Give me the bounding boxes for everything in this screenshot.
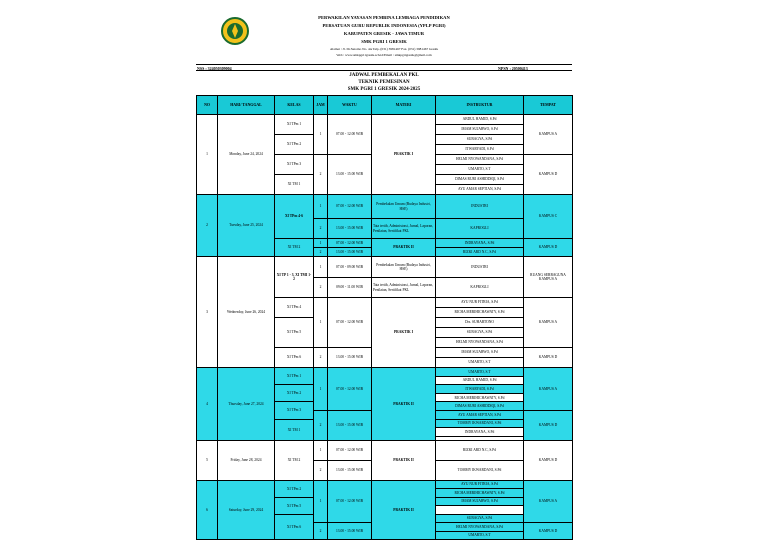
waktu-cell: 13.00 - 15.00 WIB [328,523,372,540]
kelas-cell: XI TM 2 [275,239,314,257]
instruktur-cell: ABDUL HAMID, S.Pd [436,376,524,385]
instruktur-cell: AYU NUR FITRIA, S.Pd [436,480,524,489]
jam-cell: 2 [314,348,328,368]
table-row [197,440,573,460]
instruktur-cell [436,506,524,515]
school-address: Alamat : Jl. Dr.Sutomo No. 4A Telp. (031) 3981467 Fax. (031) 3981467 Gresik [329,47,439,51]
day-no: 2 [197,195,218,257]
kelas-cell: XI TM 1 [275,175,314,195]
materi-cell: PRAKTIK I [372,115,436,195]
table-row [197,115,573,125]
jam-cell: 2 [314,523,328,540]
day-no: 6 [197,480,218,540]
tempat-cell: KAMPUS C [524,195,573,239]
instruktur-cell: TOMMY IKWARDANI, S.Pd [436,460,524,480]
kelas-cell: XI TPm 4-6 [275,195,314,239]
table-row [197,480,573,489]
kelas-cell: XI TM 1 [275,419,314,440]
instruktur-cell: SUBAGYA, S.Pd [436,514,524,523]
instruktur-cell: IMAM SUJARWO, S.Pd [436,125,524,135]
schedule-table [196,95,573,540]
instruktur-cell: INDUSTRI [436,257,524,278]
instruktur-cell: RICHA MERIHICHAWATY, S.Pd [436,393,524,402]
col-date: HARI/ TANGGAL [218,96,275,115]
kelas-cell: XI TPm 3 [275,155,314,175]
table-row [197,195,573,219]
instruktur-cell: KAPROGLI [436,219,524,239]
waktu-cell: 07.00 - 09.00 WIB [328,257,372,278]
day-date: Tuesday, June 25, 2024 [218,195,275,257]
table-row [197,257,573,278]
letterhead [196,14,572,58]
waktu-cell: 07.00 - 12.00 WIB [328,298,372,348]
waktu-cell: 07.00 - 12.00 WIB [328,115,372,155]
tempat-cell: KAMPUS A [524,298,573,348]
day-no: 3 [197,257,218,368]
jam-cell: 1 [314,480,328,523]
day-date: Friday, June 28, 2024 [218,440,275,480]
instruktur-cell: AYU AMAR SEPTIAN, S.Pd [436,185,524,195]
tempat-cell: KAMPUS A [524,480,573,523]
instruktur-cell: UMARTO, S.T [436,531,524,540]
instruktur-cell: INDRAYANA, S.Pd [436,428,524,437]
kelas-cell: XI TM 2 [275,440,314,480]
jam-cell: 2 [314,460,328,480]
waktu-cell: 09.00 - 11.00 WIB [328,278,372,298]
kelas-cell: XI TPm 3 [275,402,314,419]
kelas-cell: XI TPm 5 [275,318,314,348]
instruktur-cell: UMARTO, S.T [436,165,524,175]
waktu-cell: 13.00 - 15.00 WIB [328,460,372,480]
col-tempat: TEMPAT [524,96,573,115]
instruktur-cell: HELMI NYOWANDANA, S.Pd [436,338,524,348]
jam-cell: 2 [314,410,328,440]
jam-cell: 1 [314,239,328,248]
instruktur-cell: ITWARYADI, S.Pd [436,145,524,155]
col-instruktur: INSTRUKTUR [436,96,524,115]
materi-cell: Pembekalan Umum (Budaya Industri, HSE) [372,195,436,219]
instruktur-cell: SUBAGYA, S.Pd [436,135,524,145]
instruktur-cell: ITWARYADI, S.Pd [436,385,524,394]
waktu-cell: 13.00 - 15.00 WIB [328,410,372,440]
waktu-cell: 13.00 - 15.00 WIB [328,219,372,239]
waktu-cell: 07.00 - 12.00 WIB [328,195,372,219]
instruktur-cell: RICHA MERIHICHAWATY, S.Pd [436,308,524,318]
kelas-cell: XI TPm 1 [275,368,314,385]
org-line-2: PERSATUAN GURU REPUBLIK INDONESIA (YPLP PGRI) [322,23,446,28]
day-date: Monday, June 24, 2024 [218,115,275,195]
col-kelas: KELAS [275,96,314,115]
instruktur-cell: UMARTO, S.T [436,358,524,368]
kelas-cell: XI TP 1 - 3, XI TMI 1-2 [275,257,314,298]
school-web: Web : www.smkpgri1gresik.sch.id/Email : smkpgrigresik@gmail.com [336,53,432,57]
materi-cell: Pembekalan Umum (Budaya Industri, HSE) [372,257,436,278]
materi-cell: PRAKTIK I [372,298,436,368]
kelas-cell: XI TPm 5 [275,497,314,514]
jam-cell: 1 [314,298,328,348]
jam-cell: 2 [314,155,328,195]
instruktur-cell: DIMAS RURI ASHIDDIQI, S.Pd [436,175,524,185]
materi-cell: Tata tertib, Administrasi, Jurnal, Laporan, Penilaian, Sertifikat PKL [372,219,436,239]
jam-cell: 1 [314,195,328,219]
waktu-cell: 13.00 - 15.00 WIB [328,348,372,368]
kelas-cell: XI TPm 4 [275,298,314,318]
kelas-cell: XI TPm 2 [275,385,314,402]
tempat-cell: KAMPUS D [524,239,573,257]
instruktur-cell: Drs. SUHARTONO [436,318,524,328]
tempat-cell: KAMPUS A [524,368,573,411]
tempat-cell: KAMPUS D [524,440,573,480]
waktu-cell: 13.00 - 15.00 WIB [328,155,372,195]
tempat-cell: KAMPUS A [524,115,573,155]
waktu-cell: 07.00 - 12.00 WIB [328,239,372,248]
col-waktu: WAKTU [328,96,372,115]
day-date: Wednesday, June 26, 2024 [218,257,275,368]
instruktur-cell: RIZKI ARD N.C, S.Pd [436,248,524,257]
instruktur-cell: HELMI NYOWANDANA, S.Pd [436,155,524,165]
waktu-cell: 07.00 - 12.00 WIB [328,480,372,523]
waktu-cell: 07.00 - 12.00 WIB [328,440,372,460]
col-materi: MATERI [372,96,436,115]
title-line-1: JADWAL PEMBEKALAN PKL [349,73,419,78]
kelas-cell: XI TPm 6 [275,348,314,368]
day-no: 4 [197,368,218,441]
instruktur-cell: TOMMY IKWARDANI, S.Pd [436,419,524,428]
jam-cell: 2 [314,278,328,298]
materi-cell: PRAKTIK II [372,239,436,257]
waktu-cell: 13.00 - 15.00 WIB [328,248,372,257]
waktu-cell: 07.00 - 12.00 WIB [328,368,372,411]
instruktur-cell: INDUSTRI [436,195,524,219]
materi-cell: PRAKTIK II [372,440,436,480]
school-name: SMK PGRI 1 GRESIK [361,39,407,44]
instruktur-cell: INDRAYANA, S.Pd [436,239,524,248]
header-row [197,96,573,115]
tempat-cell: KAMPUS D [524,410,573,440]
col-jam: JAM [314,96,328,115]
kelas-cell: XI TPm 6 [275,514,314,540]
instruktur-cell: HELMI NYOWANDANA, S.Pd [436,523,524,532]
materi-cell: PRAKTIK II [372,480,436,540]
instruktur-cell: RICHA MERIHICHAWATY, S.Pd [436,489,524,498]
materi-cell: PRAKTIK II [372,368,436,441]
instruktur-cell: IMAM SUJARWO, S.Pd [436,348,524,358]
kelas-cell: XI TPm 2 [275,135,314,155]
instruktur-cell: UMARTO, S.T [436,368,524,377]
instruktur-cell: RIZKI ARD N.C, S.Pd [436,440,524,460]
instruktur-cell: KAPROGLI [436,278,524,298]
day-date: Saturday, June 29, 2024 [218,480,275,540]
jam-cell: 2 [314,248,328,257]
tempat-cell: KAMPUS D [524,348,573,368]
header-rule-top [196,64,572,65]
title-line-2: TEKNIK PEMESINAN [358,80,410,85]
document-title [196,72,572,93]
instruktur-cell: IMAM SUJARWO, S.Pd [436,497,524,506]
jam-cell: 1 [314,368,328,411]
jam-cell: 1 [314,440,328,460]
day-date: Thursday, June 27, 2024 [218,368,275,441]
instruktur-cell: ABDUL HAMID, S.Pd [436,115,524,125]
day-no: 1 [197,115,218,195]
instruktur-cell: AYU NUR FITRIA, S.Pd [436,298,524,308]
instruktur-cell: DIMAS RURI ASHIDDIQI, S.Pd [436,402,524,411]
instruktur-cell: AYU AMAR SEPTIAN, S.Pd [436,410,524,419]
jam-cell: 1 [314,115,328,155]
org-line-1: PERWAKILAN YAYASAN PEMBINA LEMBAGA PENDIDIKAN [318,15,450,20]
org-line-3: KABUPATEN GRESIK - JAWA TIMUR [343,31,425,36]
header-rule-bottom [196,70,572,71]
jam-cell: 1 [314,257,328,278]
kelas-cell: XI TPm 1 [275,115,314,135]
title-line-3: SMK PGRI 1 GRESIK 2024-2025 [347,87,421,92]
table-row [197,368,573,377]
tempat-cell: RUANG SERBAGUNA KAMPUS A [524,257,573,298]
col-no: NO [197,96,218,115]
instruktur-cell: SUBAGYA, S.Pd [436,328,524,338]
day-no: 5 [197,440,218,480]
tempat-cell: KAMPUS D [524,523,573,540]
tempat-cell: KAMPUS D [524,155,573,195]
npsn-label: NPSN : 20500413 [498,66,528,71]
nss-label: NSS : 324050309004 [197,66,232,71]
kelas-cell: XI TPm 2 [275,480,314,497]
materi-cell: Tata tertib, Administrasi, Jurnal, Laporan, Penilaian, Sertifikat PKL [372,278,436,298]
jam-cell: 2 [314,219,328,239]
